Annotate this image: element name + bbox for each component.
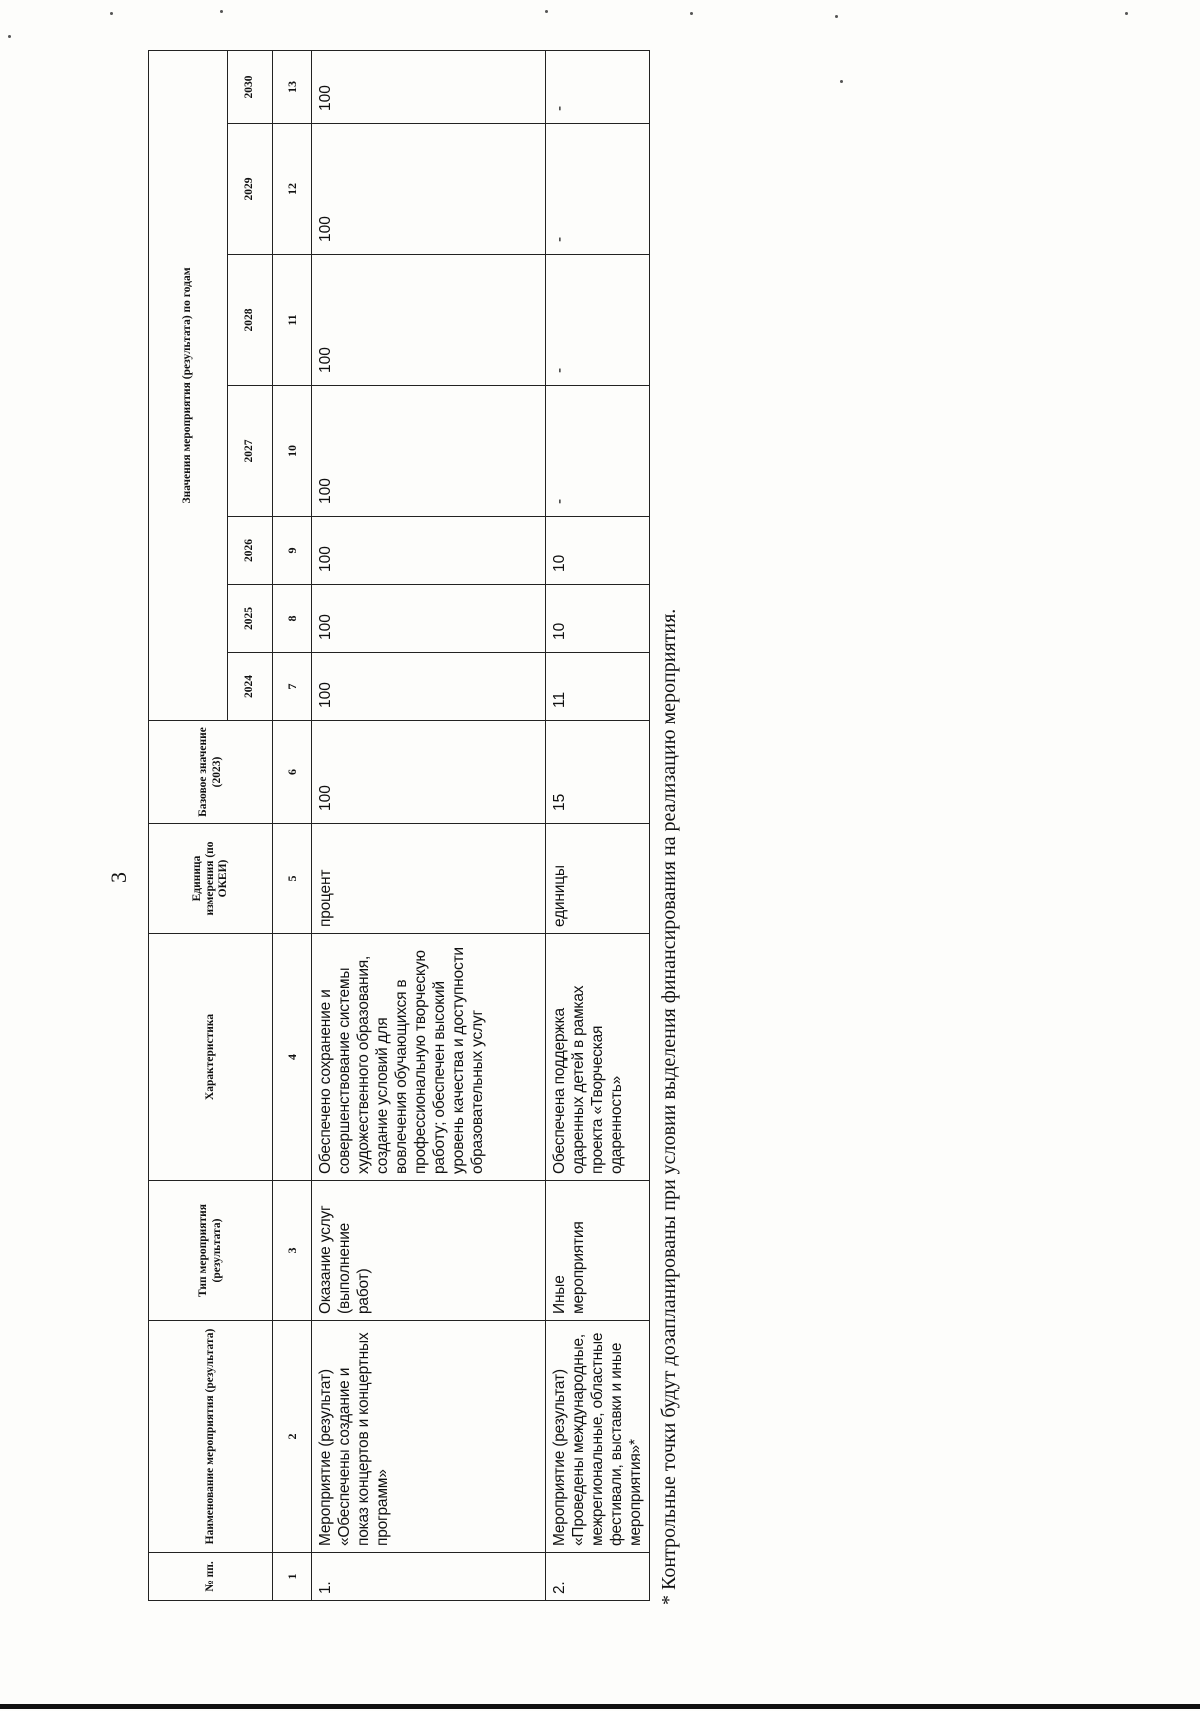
row-value: 100 bbox=[312, 50, 546, 123]
row-value: 100 bbox=[312, 585, 546, 653]
column-number-row bbox=[273, 50, 312, 1600]
header-num: № пп. bbox=[149, 1553, 273, 1601]
row-name: Мероприятие (результат) «Обеспечены создание и показ концертов и концертных программ» bbox=[312, 1321, 546, 1553]
year-header: 2029 bbox=[228, 124, 273, 255]
column-number: 9 bbox=[273, 517, 312, 585]
scan-speck bbox=[840, 80, 843, 83]
year-header: 2030 bbox=[228, 50, 273, 123]
row-value: - bbox=[546, 50, 650, 123]
row-value: 100 bbox=[312, 653, 546, 721]
scan-speck bbox=[690, 12, 693, 15]
year-header: 2024 bbox=[228, 653, 273, 721]
header-type: Тип мероприятия (результата) bbox=[149, 1181, 273, 1321]
column-number: 2 bbox=[273, 1321, 312, 1553]
year-header: 2026 bbox=[228, 517, 273, 585]
row-num: 1. bbox=[312, 1553, 546, 1601]
scan-speck bbox=[1125, 12, 1128, 15]
row-characteristic: Обеспечено сохранение и совершенствование системы художественного образования, создание условий для вовлечения обучающихся в профессиональную творческую работу; обеспечен высокий уровень качества и доступности образовательных услуг bbox=[312, 934, 546, 1181]
column-number: 6 bbox=[273, 721, 312, 824]
row-value: - bbox=[546, 255, 650, 386]
column-number: 8 bbox=[273, 585, 312, 653]
header-name: Наименование мероприятия (результата) bbox=[149, 1321, 273, 1553]
table-row bbox=[546, 50, 650, 1600]
row-type: Иные мероприятия bbox=[546, 1181, 650, 1321]
scan-speck bbox=[545, 10, 548, 13]
row-num: 2. bbox=[546, 1553, 650, 1601]
page-number: 3 bbox=[106, 872, 131, 883]
column-number: 5 bbox=[273, 824, 312, 934]
rotated-table-container bbox=[148, 51, 644, 1601]
row-value: 100 bbox=[312, 124, 546, 255]
row-unit: процент bbox=[312, 824, 546, 934]
footnote: * Контрольные точки будут дозапланированы при условии выделения финансирования на реализацию мероприятия. bbox=[658, 608, 680, 1605]
year-header: 2027 bbox=[228, 386, 273, 517]
row-value: 10 bbox=[546, 585, 650, 653]
row-base: 15 bbox=[546, 721, 650, 824]
row-type: Оказание услуг (выполнение работ) bbox=[312, 1181, 546, 1321]
header-values-by-year: Значения мероприятия (результата) по годам bbox=[149, 50, 228, 720]
scan-speck bbox=[220, 10, 223, 13]
events-table bbox=[148, 50, 650, 1601]
table-row bbox=[312, 50, 546, 1600]
row-name: Мероприятие (результат) «Проведены международные, межрегиональные, областные фестивали, выставки и иные мероприятия»* bbox=[546, 1321, 650, 1553]
row-value: 100 bbox=[312, 255, 546, 386]
row-value: - bbox=[546, 386, 650, 517]
header-base: Базовое значение (2023) bbox=[149, 721, 273, 824]
year-header: 2028 bbox=[228, 255, 273, 386]
column-number: 11 bbox=[273, 255, 312, 386]
scan-speck bbox=[8, 35, 11, 38]
row-value: - bbox=[546, 124, 650, 255]
row-base: 100 bbox=[312, 721, 546, 824]
column-number: 4 bbox=[273, 934, 312, 1181]
header-characteristic: Характеристика bbox=[149, 934, 273, 1181]
column-number: 1 bbox=[273, 1553, 312, 1601]
row-characteristic: Обеспечена поддержка одаренных детей в рамках проекта «Творческая одаренность» bbox=[546, 934, 650, 1181]
header-unit: Единица измерения (по ОКЕИ) bbox=[149, 824, 273, 934]
year-header: 2025 bbox=[228, 585, 273, 653]
row-unit: единицы bbox=[546, 824, 650, 934]
column-number: 3 bbox=[273, 1181, 312, 1321]
row-value: 100 bbox=[312, 517, 546, 585]
scan-edge-line bbox=[0, 1704, 1200, 1709]
scan-speck bbox=[835, 15, 838, 18]
column-number: 10 bbox=[273, 386, 312, 517]
row-value: 10 bbox=[546, 517, 650, 585]
scan-speck bbox=[110, 12, 113, 15]
column-number: 7 bbox=[273, 653, 312, 721]
row-value: 11 bbox=[546, 653, 650, 721]
row-value: 100 bbox=[312, 386, 546, 517]
column-number: 13 bbox=[273, 50, 312, 123]
header-row bbox=[149, 50, 228, 1600]
column-number: 12 bbox=[273, 124, 312, 255]
